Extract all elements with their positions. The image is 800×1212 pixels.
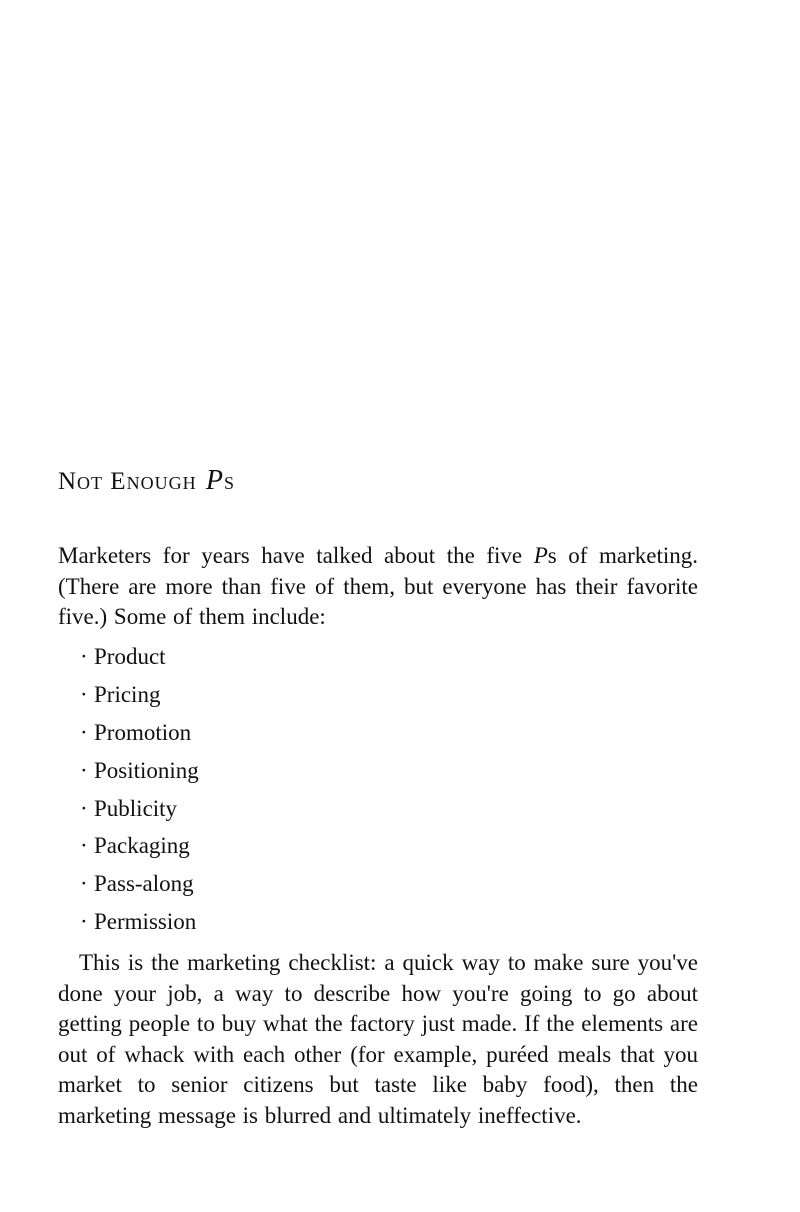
intro-text-after: s of marketing. (There are more than five of them, but everyone has their favorite five.) Some of them include: [58, 543, 698, 629]
bullet-icon: · [80, 719, 88, 745]
list-item-label: Product [94, 644, 166, 669]
checklist-paragraph: This is the marketing checklist: a quick way to make sure you've done your job, a way to describe how you're going to go about getting people to buy what the factory just made. If the elements are out of whack with each other (for example, puréed meals that you market to senior citizens but taste like baby food), then the marketing message is blurred and ultimately ineffective. [58, 950, 698, 1128]
intro-paragraph [58, 541, 698, 633]
heading-text: Not Enough [58, 468, 204, 495]
list-item-label: Pricing [94, 681, 161, 707]
heading-s: s [223, 468, 235, 495]
ps-list [80, 642, 199, 945]
book-page [58, 0, 698, 1212]
list-item-label: Promotion [94, 719, 192, 745]
bullet-icon: · [80, 833, 88, 859]
bullet-icon: · [80, 644, 88, 669]
list-item [80, 831, 199, 869]
heading-italic-p: P [205, 465, 224, 496]
intro-text-before: Marketers for years have talked about the five [58, 543, 534, 568]
bullet-icon: · [80, 909, 88, 935]
list-item [80, 680, 199, 718]
bullet-icon: · [80, 871, 88, 897]
list-item [80, 869, 199, 907]
list-item-label: Permission [94, 909, 197, 935]
list-item-label: Publicity [94, 795, 178, 821]
list-item [80, 642, 199, 680]
bullet-icon: · [80, 795, 88, 821]
list-item-label: Positioning [94, 757, 199, 783]
list-item [80, 794, 199, 832]
list-item-label: Packaging [94, 833, 190, 859]
list-item [80, 907, 199, 945]
bullet-icon: · [80, 757, 88, 783]
list-item [80, 756, 199, 794]
list-item [80, 718, 199, 756]
bullet-icon: · [80, 681, 88, 707]
section-heading [58, 466, 235, 497]
intro-italic-p: P [533, 543, 548, 568]
list-item-label: Pass-along [94, 871, 194, 897]
